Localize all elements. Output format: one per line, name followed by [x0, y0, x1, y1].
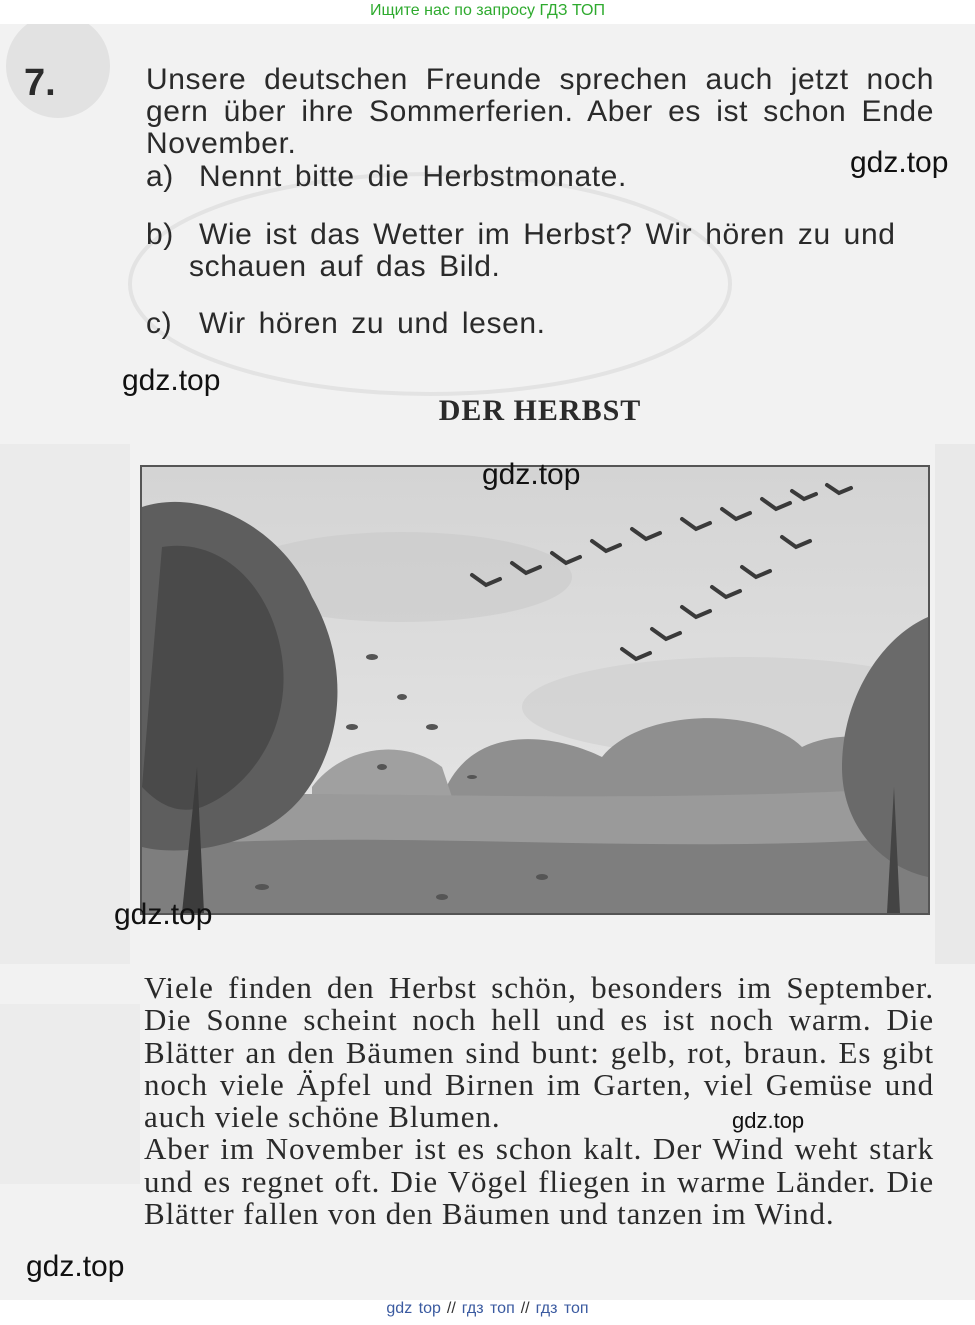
footer-links: [0, 1300, 975, 1318]
task-continuation: schauen auf das Bild.: [189, 250, 501, 283]
search-hint-link[interactable]: Ищите нас по запросу ГДЗ ТОП: [370, 2, 605, 19]
task-marker: a): [146, 160, 174, 193]
leaf: [397, 694, 407, 700]
watermark: gdz.top: [482, 458, 581, 491]
reading-text: [144, 972, 934, 1230]
footer-separator: //: [520, 1300, 530, 1317]
autumn-illustration: [140, 465, 930, 915]
autumn-landscape-image: [142, 467, 928, 913]
exercise-number: 7.: [24, 62, 56, 104]
leaf: [346, 724, 358, 730]
task-c: [146, 308, 936, 340]
footer-link[interactable]: gdz top: [386, 1300, 441, 1317]
task-marker: c): [146, 307, 173, 340]
bleed-figure-left: [0, 444, 130, 964]
task-text: Wie ist das Wetter im Herbst? Wir hören zu und: [198, 218, 896, 251]
bleed-box: [0, 1004, 140, 1184]
watermark: gdz.top: [122, 364, 221, 397]
watermark: gdz.top: [732, 1108, 805, 1133]
watermark: gdz.top: [114, 898, 213, 931]
leaf: [366, 654, 378, 660]
exercise-intro: Unsere deutschen Freunde sprechen auch jetzt noch gern über ihre Sommerferien. Aber es ist schon Ende November.: [146, 63, 934, 160]
bleed-figure-right: [935, 444, 975, 964]
task-b: [146, 219, 936, 283]
leaf: [436, 894, 448, 900]
watermark: gdz.top: [26, 1250, 125, 1283]
leaf: [467, 775, 477, 779]
leaf: [255, 884, 269, 890]
leaf: [536, 874, 548, 880]
task-a: [146, 161, 936, 193]
task-text: Wir hören zu und lesen.: [198, 307, 546, 340]
reading-title: DER HERBST: [438, 394, 642, 427]
task-marker: b): [146, 218, 174, 251]
reading-paragraph: Aber im November ist es schon kalt. Der Wind weht stark und es regnet oft. Die Vögel fliegen in warme Länder. Die Blätter fallen von den Bäumen und tanzen im Wind.: [144, 1131, 934, 1232]
watermark: gdz.top: [850, 146, 949, 179]
foreground-grass: [142, 837, 928, 913]
leaf: [426, 724, 438, 730]
leaf: [377, 764, 387, 770]
reading-paragraph: Viele finden den Herbst schön, besonders im September. Die Sonne scheint noch hell und es ist noch warm. Die Blätter an den Bäumen sind bunt: gelb, rot, braun. Es gibt noch viele Äpfel und Birnen im Garten, viel Gemüse und auch viele schöne Blumen.: [144, 970, 934, 1135]
footer-link[interactable]: гдз топ: [461, 1300, 515, 1317]
footer-separator: //: [446, 1300, 456, 1317]
bleed-ellipse: [130, 174, 730, 394]
textbook-page: [0, 24, 975, 1300]
footer-link[interactable]: гдз топ: [535, 1300, 589, 1317]
task-text: Nennt bitte die Herbstmonate.: [198, 160, 627, 193]
bleed-blob: [6, 24, 110, 118]
